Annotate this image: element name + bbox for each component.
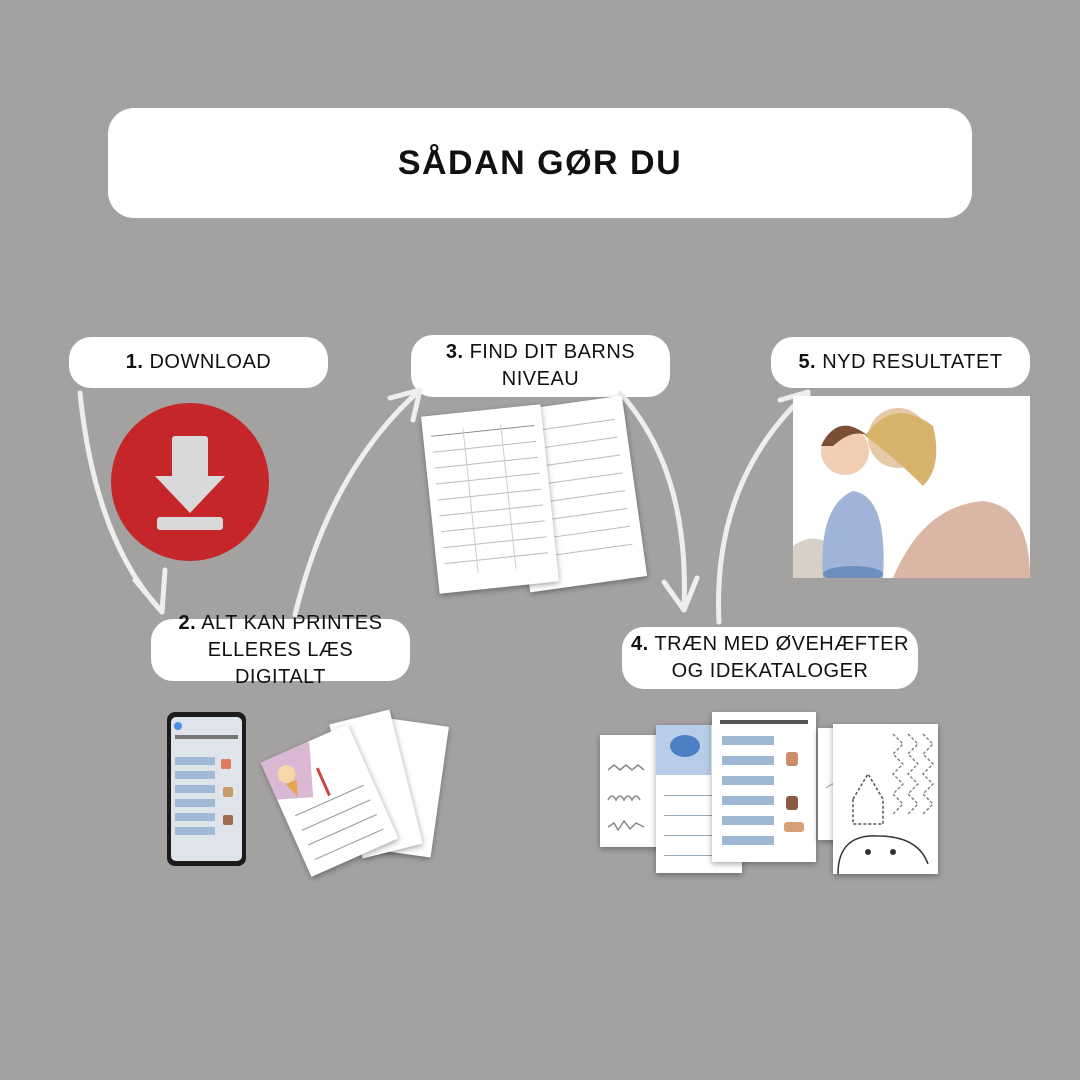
step-4-label bbox=[622, 627, 918, 689]
step-1-label bbox=[69, 337, 328, 388]
step-5-label bbox=[771, 337, 1030, 388]
step-5-number: 5. bbox=[798, 351, 817, 373]
phone-screen bbox=[171, 717, 242, 861]
arrow-3-to-4-head bbox=[664, 578, 697, 610]
step-3-number: 3. bbox=[445, 341, 464, 363]
arrow-2-to-3-head bbox=[390, 390, 420, 420]
step-3-label bbox=[411, 335, 670, 397]
step-1-number: 1. bbox=[125, 351, 144, 373]
arrow-2-to-3 bbox=[295, 390, 420, 615]
step-3-text: FIND DIT BARNS NIVEAU bbox=[469, 341, 636, 390]
worksheet-page-front bbox=[421, 404, 559, 594]
arrow-1-to-2-head bbox=[135, 570, 165, 612]
step-2-text: ALT KAN PRINTES ELLERES LÆS DIGITALT bbox=[201, 611, 383, 688]
drawing-worksheet-front bbox=[833, 724, 938, 874]
tracing-worksheet-left bbox=[600, 735, 660, 847]
step-5-text: NYD RESULTATET bbox=[822, 351, 1003, 373]
step-2-label bbox=[151, 611, 410, 688]
step-1-text: DOWNLOAD bbox=[149, 351, 272, 373]
page-title: SÅDAN GØR DU bbox=[397, 143, 683, 182]
activities-worksheet bbox=[712, 712, 816, 862]
download-arrow-icon bbox=[111, 403, 269, 561]
step-2-number: 2. bbox=[178, 611, 197, 634]
title-box bbox=[108, 108, 972, 218]
step-4-text: TRÆN MED ØVEHÆFTER OG IDEKATALOGER bbox=[654, 633, 909, 682]
mother-daughter-hug-photo bbox=[793, 396, 1030, 578]
phone-mockup bbox=[167, 712, 246, 866]
step-4-number: 4. bbox=[631, 633, 649, 655]
download-icon-circle bbox=[111, 403, 269, 561]
